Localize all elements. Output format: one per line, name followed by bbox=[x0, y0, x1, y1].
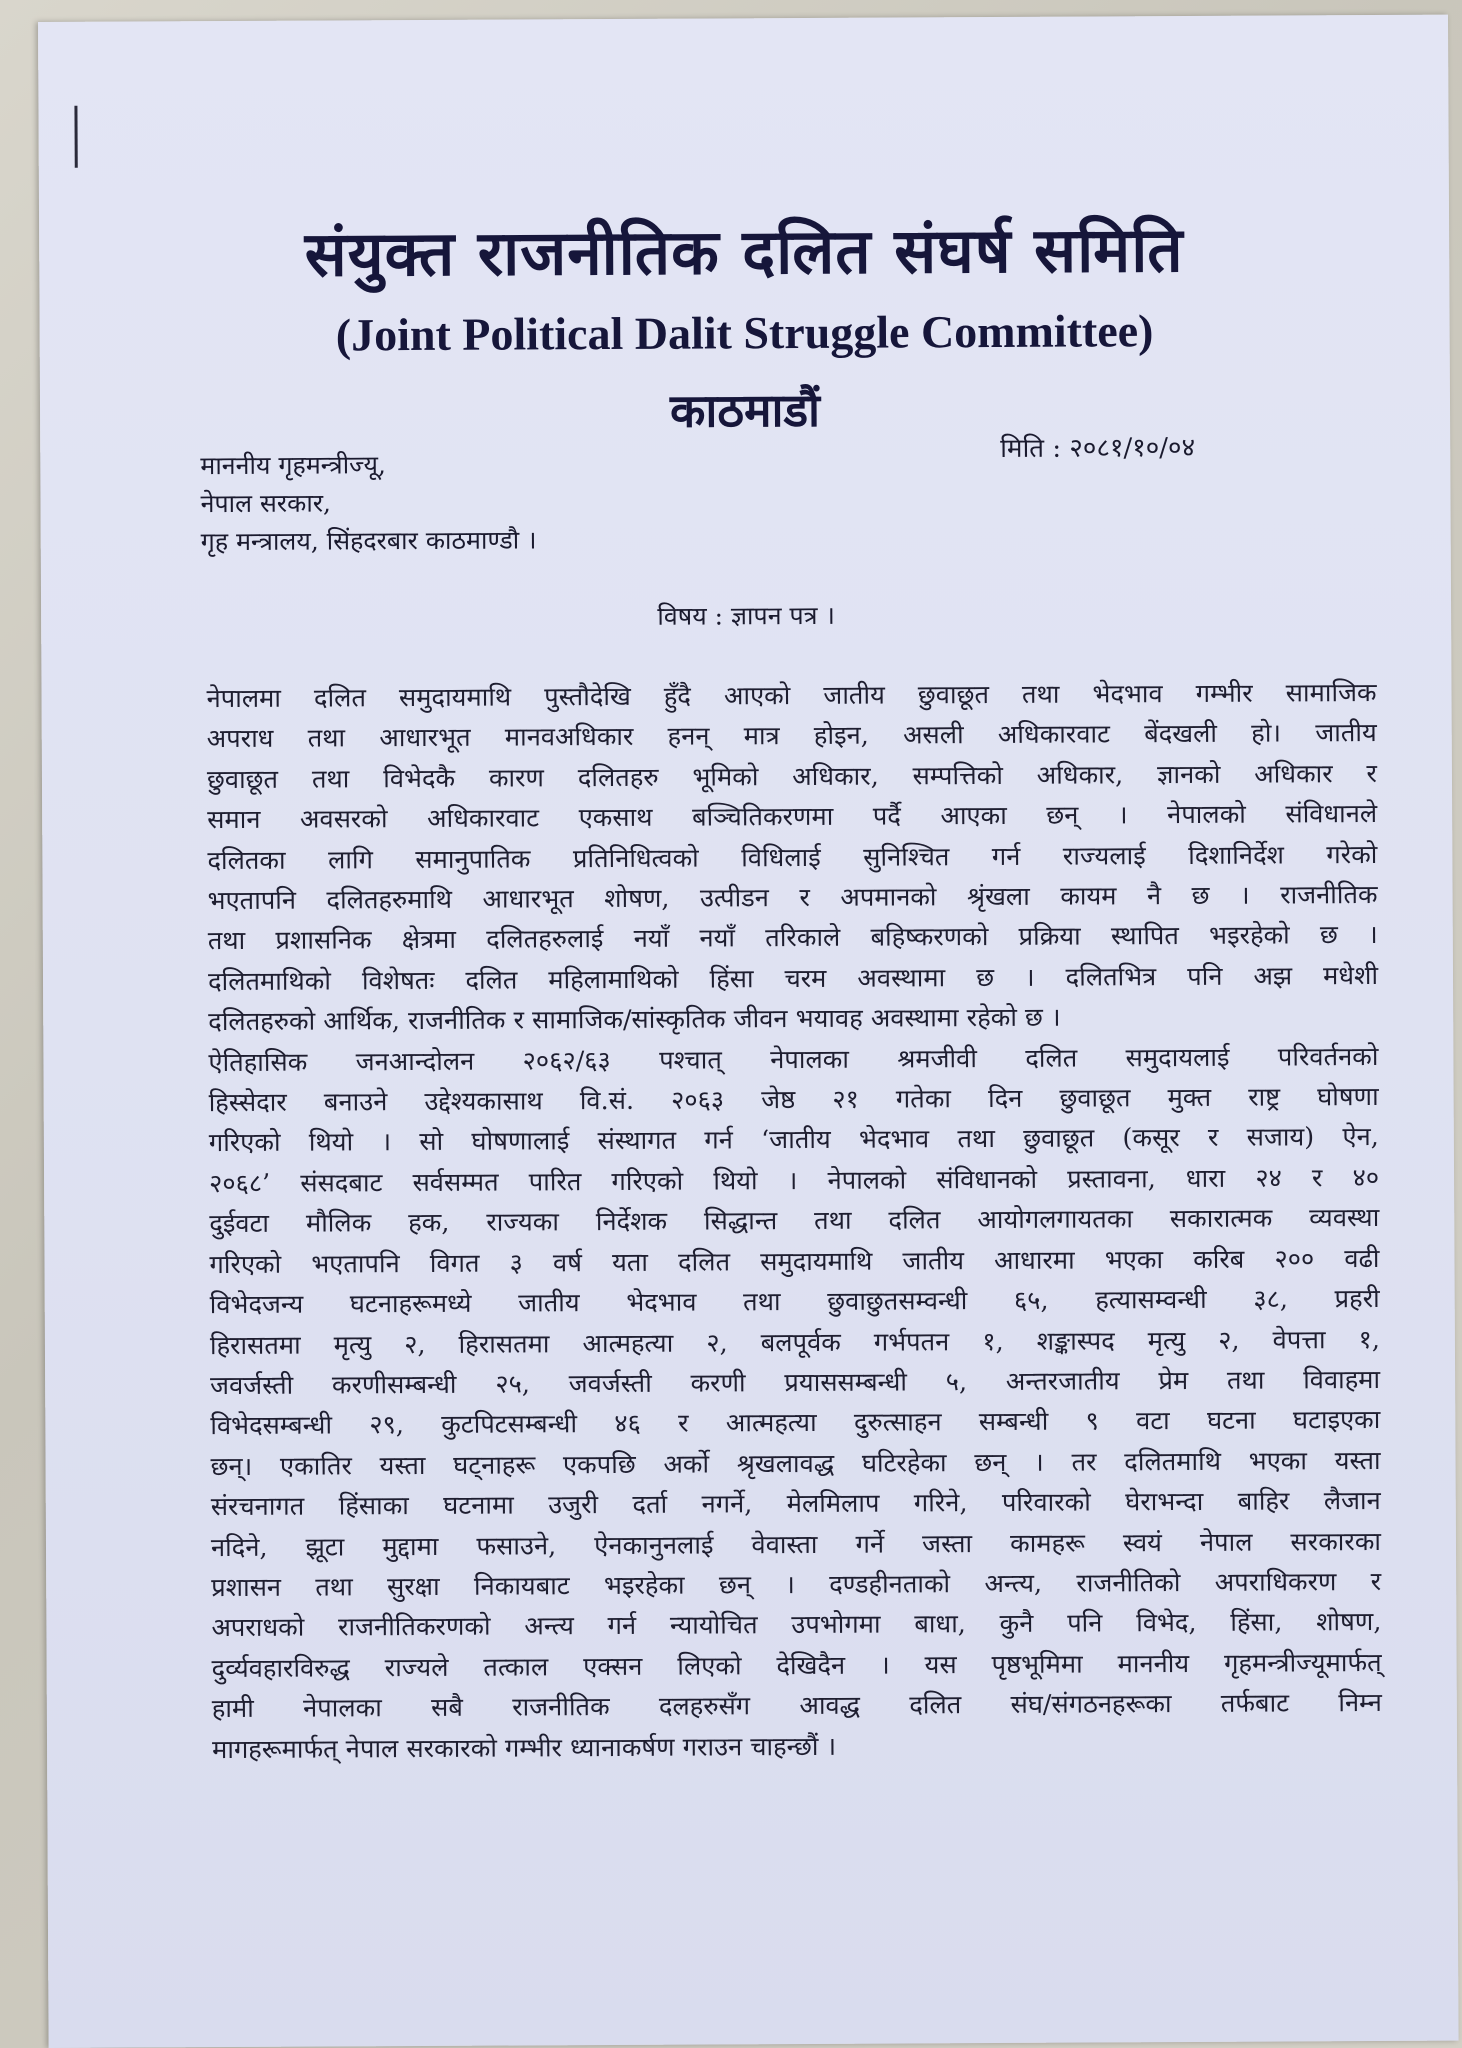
body-line: हामी नेपालका सबै राजनीतिक दलहरुसँग आवद्ध दलित संघ/संगठनहरूका तर्फबाट निम्न bbox=[211, 1688, 1382, 1725]
letterhead-title-english: (Joint Political Dalit Struggle Committee) bbox=[335, 305, 1154, 361]
body-line: नदिने, झूटा मुद्दामा फसाउने, ऐनकानुनलाई वेवास्ता गर्ने जस्ता कामहरू स्वयं नेपाल सरकारका bbox=[210, 1526, 1382, 1563]
body-line: प्रशासन तथा सुरक्षा निकायबाट भइरहेका छन् । दण्डहीनताको अन्त्य, राजनीतिको अपराधिकरण र bbox=[211, 1566, 1382, 1604]
body-line: दुर्व्यवहारविरुद्ध राज्यले तत्काल एक्सन लिएको देखिदैन । यस पृष्ठभूमिमा माननीय गृहमन्त्रीज्यूमार्फत् bbox=[211, 1647, 1382, 1684]
body-line: जवर्जस्ती करणीसम्बन्धी २५, जवर्जस्ती करणी प्रयाससम्बन्धी ५, अन्तरजातीय प्रेम तथा विवाहमा bbox=[210, 1364, 1381, 1402]
body-line: अपराधको राजनीतिकरणको अन्त्य गर्न न्यायोचित उपभोगमा बाधा, कुनै पनि विभेद, हिंसा, शोषण, bbox=[211, 1607, 1382, 1644]
body-line: छुवाछूत तथा विभेदकै कारण दलितहरु भूमिको अधिकार, सम्पत्तिको अधिकार, ज्ञानको अधिकार र bbox=[206, 758, 1378, 795]
body-line: हिरासतमा मृत्यु २, हिरासतमा आत्महत्या २, बलपूर्वक गर्भपतन १, शङ्कास्पद मृत्यु २, वेपत्ता १, bbox=[209, 1324, 1380, 1361]
body-line: गरिएको थियो । सो घोषणालाई संस्थागत गर्न ‘जातीय भेदभाव तथा छुवाछूत (कसूर र सजाय) ऐन, bbox=[208, 1122, 1379, 1159]
body-line: भएतापनि दलितहरुमाथि आधारभूत शोषण, उत्पीडन र अपमानको श्रृंखला कायम नै छ । राजनीतिक bbox=[207, 880, 1378, 917]
letter-subject: विषय : ज्ञापन पत्र । bbox=[657, 600, 835, 631]
document-page bbox=[38, 15, 1459, 2048]
body-line: गरिएको भएतापनि विगत ३ वर्ष यता दलित समुदायमाथि जातीय आधारमा भएका करिब २०० वढी bbox=[209, 1243, 1380, 1280]
addressee-block bbox=[200, 445, 536, 561]
body-line: दलितहरुको आर्थिक, राजनीतिक र सामाजिक/सांस्कृतिक जीवन भयावह अवस्थामा रहेको छ । bbox=[208, 1002, 1061, 1038]
body-line: मागहरूमार्फत् नेपाल सरकारको गम्भीर ध्यानाकर्षण गराउन चाहन्छौं । bbox=[211, 1731, 837, 1765]
body-line: अपराध तथा आधारभूत मानवअधिकार हनन् मात्र होइन, असली अधिकारवाट बेंदखली हो। जातीय bbox=[206, 718, 1377, 755]
body-line: छन्। एकातिर यस्ता घट्नाहरू एकपछि अर्को श्रृखलावद्ध घटिरहेका छन् । तर दलितमाथि भएका यस्ता bbox=[210, 1445, 1381, 1482]
letter-body bbox=[206, 673, 1382, 1770]
addressee-line: माननीय गृहमन्त्रीज्यू, bbox=[200, 450, 386, 481]
body-line: समान अवसरको अधिकारवाट एकसाथ बञ्चितिकरणमा पर्दै आएका छन् । नेपालको संविधानले bbox=[207, 799, 1378, 836]
body-line: संरचनागत हिंसाका घटनामा उजुरी दर्ता नगर्ने, मेलमिलाप गरिने, परिवारको घेराभन्दा बाहिर लैजान bbox=[210, 1486, 1381, 1523]
body-line: २०६८’ संसदबाट सर्वसम्मत पारित गरिएको थियो । नेपालको संविधानको प्रस्तावना, धारा २४ र ४० bbox=[209, 1162, 1380, 1199]
addressee-line: गृह मन्त्रालय, सिंहदरबार काठमाण्डौ । bbox=[200, 525, 537, 557]
letterhead-title-nepali: संयुक्त राजनीतिक दलित संघर्ष समिति bbox=[304, 213, 1184, 291]
body-line: ऐतिहासिक जनआन्दोलन २०६२/६३ पश्चात् नेपालका श्रमजीवी दलित समुदायलाई परिवर्तनको bbox=[208, 1041, 1379, 1078]
letterhead-city: काठमाडौं bbox=[669, 382, 821, 438]
body-line: विभेदजन्य घटनाहरूमध्ये जातीय भेदभाव तथा छुवाछुतसम्वन्धी ६५, हत्यासम्वन्धी ३८, प्रहरी bbox=[209, 1284, 1380, 1321]
body-line: दलितमाथिको विशेषतः दलित महिलामाथिको हिंसा चरम अवस्थामा छ । दलितभित्र पनि अझ मधेशी bbox=[207, 960, 1379, 997]
margin-pen-mark bbox=[74, 106, 77, 168]
body-line: नेपालमा दलित समुदायमाथि पुस्तौदेखि हुँदै आएको जातीय छुवाछूत तथा भेदभाव गम्भीर सामाजिक bbox=[206, 678, 1377, 715]
body-line: हिस्सेदार बनाउने उद्देश्यकासाथ वि.सं. २०६३ जेष्ठ २१ गतेका दिन छुवाछूत मुक्त राष्ट्र घोषणा bbox=[208, 1082, 1379, 1119]
body-line: दुईवटा मौलिक हक, राज्यका निर्देशक सिद्धान्त तथा दलित आयोगलगायतका सकारात्मक व्यवस्था bbox=[209, 1203, 1380, 1240]
addressee-line: नेपाल सरकार, bbox=[200, 488, 332, 519]
letter-date: मिति : २०८१/१०/०४ bbox=[1000, 432, 1196, 464]
body-line: तथा प्रशासनिक क्षेत्रमा दलितहरुलाई नयाँ नयाँ तरिकाले बहिष्करणको प्रक्रिया स्थापित भइरहेको छ । bbox=[207, 920, 1378, 957]
body-line: विभेदसम्बन्धी २९, कुटपिटसम्बन्धी ४६ र आत्महत्या दुरुत्साहन सम्बन्धी ९ वटा घटना घटाइएका bbox=[210, 1405, 1381, 1442]
body-line: दलितका लागि समानुपातिक प्रतिनिधित्वको विधिलाई सुनिश्चित गर्न राज्यलाई दिशानिर्देश गरेको bbox=[207, 839, 1378, 876]
